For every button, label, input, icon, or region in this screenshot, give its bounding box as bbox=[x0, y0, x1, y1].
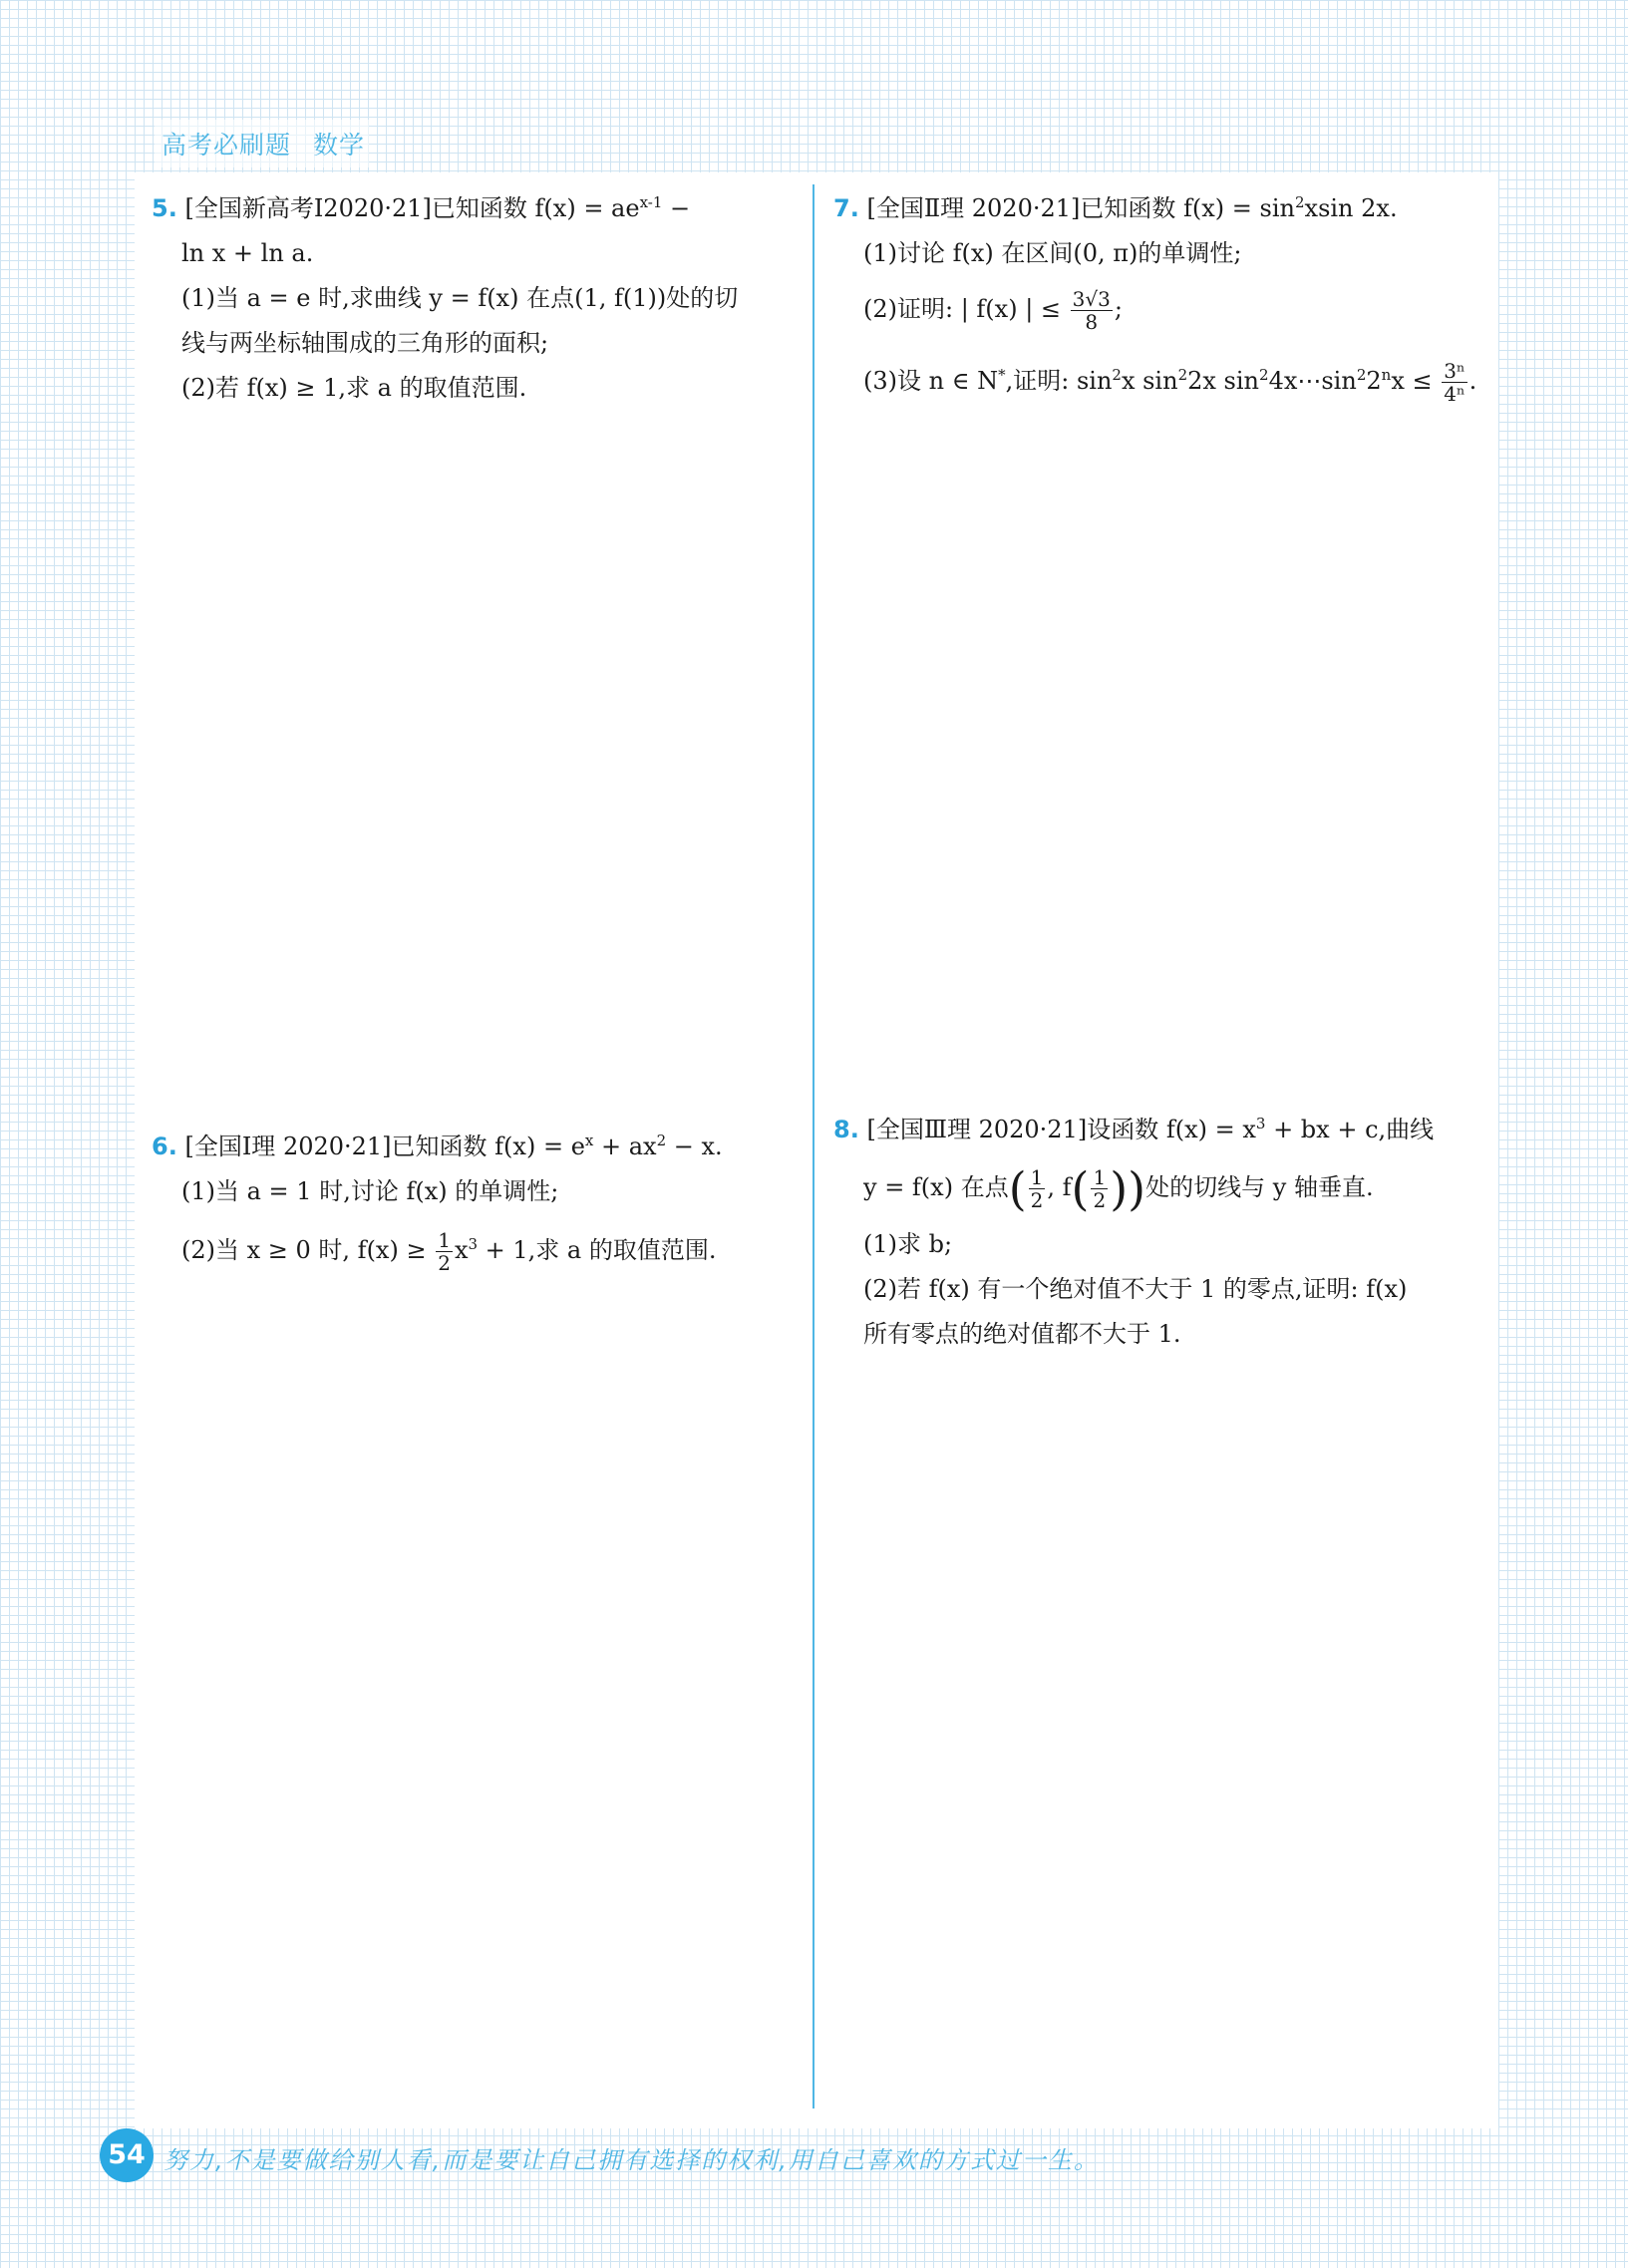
problem-8-text: + bx + c,曲线 bbox=[1265, 1116, 1435, 1143]
problem-6-part-2-text: x bbox=[454, 1236, 469, 1264]
problem-5-line-2: ln x + ln a. bbox=[181, 239, 314, 267]
column-divider bbox=[813, 184, 814, 2108]
problem-7-part-3 bbox=[833, 342, 1476, 414]
problem-7-part-3-text: x sin bbox=[1121, 367, 1178, 395]
problem-6 bbox=[152, 1119, 723, 1280]
problem-8-text: [全国Ⅲ理 2020·21]设函数 f(x) = x bbox=[866, 1116, 1256, 1143]
superscript: x-1 bbox=[639, 193, 663, 211]
superscript: 2 bbox=[1259, 366, 1269, 384]
fraction-numerator: 1 bbox=[1093, 1165, 1107, 1189]
paren: )) bbox=[1110, 1161, 1146, 1216]
superscript: 3 bbox=[1255, 1115, 1266, 1133]
problem-6-text: − x. bbox=[666, 1133, 723, 1160]
problem-6-text: + ax bbox=[593, 1133, 657, 1160]
fraction-numerator: 3ⁿ bbox=[1444, 359, 1465, 383]
problem-number: 5. bbox=[152, 194, 177, 222]
problem-5-part-1-cont: 线与两坐标轴围成的三角形的面积; bbox=[181, 329, 549, 357]
problem-5-text-tail: − bbox=[662, 194, 691, 222]
problem-8-text: 处的切线与 y 轴垂直. bbox=[1145, 1173, 1374, 1201]
problem-7-part-2-text: (2)证明: | f(x) | ≤ bbox=[863, 295, 1069, 323]
problem-8-line-1 bbox=[833, 1102, 1434, 1152]
page-number: 54 bbox=[100, 2128, 154, 2182]
fraction bbox=[1442, 360, 1466, 405]
problem-7-part-3-text: ,证明: sin bbox=[1005, 367, 1113, 395]
problem-7 bbox=[833, 180, 1476, 414]
fraction bbox=[1029, 1166, 1046, 1211]
problem-8-text: y = f(x) 在点 bbox=[863, 1173, 1009, 1201]
book-title: 高考必刷题 bbox=[162, 131, 292, 160]
problem-7-text: xsin 2x. bbox=[1304, 194, 1398, 222]
problem-8-text: , f bbox=[1047, 1173, 1072, 1201]
problem-7-part-3-text: 2 bbox=[1366, 367, 1382, 395]
fraction-numerator: 3√3 bbox=[1072, 287, 1111, 311]
problem-8 bbox=[833, 1102, 1434, 1357]
problem-7-part-2-text: ; bbox=[1114, 295, 1123, 323]
problem-7-text: [全国Ⅱ理 2020·21]已知函数 f(x) = sin bbox=[866, 194, 1295, 222]
superscript: 2 bbox=[1177, 366, 1188, 384]
problem-8-part-1: (1)求 b; bbox=[863, 1230, 953, 1258]
problem-8-line-2 bbox=[833, 1152, 1434, 1222]
problem-7-part-1: (1)讨论 f(x) 在区间(0, π)的单调性; bbox=[863, 239, 1242, 267]
problem-number: 6. bbox=[152, 1133, 177, 1160]
fraction-denominator: 2 bbox=[1030, 1188, 1044, 1212]
fraction bbox=[1071, 288, 1113, 333]
header-title bbox=[162, 126, 387, 162]
problem-7-line-1 bbox=[833, 180, 1476, 231]
problem-5-part-2: (2)若 f(x) ≥ 1,求 a 的取值范围. bbox=[181, 374, 527, 402]
paren: ( bbox=[1071, 1161, 1090, 1216]
problem-number: 8. bbox=[833, 1116, 859, 1143]
superscript: 3 bbox=[468, 1235, 479, 1253]
problem-7-part-2 bbox=[833, 276, 1476, 342]
fraction-denominator: 4ⁿ bbox=[1444, 382, 1465, 406]
problem-6-part-2 bbox=[152, 1214, 723, 1280]
problem-5-line-1 bbox=[152, 180, 738, 231]
superscript: 2 bbox=[656, 1132, 667, 1149]
problem-8-part-2: (2)若 f(x) 有一个绝对值不大于 1 的零点,证明: f(x) bbox=[863, 1275, 1408, 1303]
problem-number: 7. bbox=[833, 194, 859, 222]
problem-7-part-3-text: 4x⋯sin bbox=[1268, 367, 1357, 395]
fraction-denominator: 8 bbox=[1085, 310, 1099, 334]
problem-6-part-1: (1)当 a = 1 时,讨论 f(x) 的单调性; bbox=[181, 1177, 559, 1205]
fraction bbox=[436, 1229, 453, 1274]
problem-5-part-1: (1)当 a = e 时,求曲线 y = f(x) 在点(1, f(1))处的切 bbox=[181, 284, 739, 312]
footer-motto: 努力,不是要做给别人看,而是要让自己拥有选择的权利,用自己喜欢的方式过一生。 bbox=[163, 2146, 1100, 2174]
fraction-numerator: 1 bbox=[1030, 1165, 1044, 1189]
superscript: 2 bbox=[1294, 193, 1305, 211]
problem-7-part-3-text: (3)设 n ∈ N bbox=[863, 367, 999, 395]
problem-6-text: [全国Ⅰ理 2020·21]已知函数 f(x) = e bbox=[184, 1133, 585, 1160]
superscript: n bbox=[1381, 366, 1392, 384]
fraction bbox=[1091, 1166, 1108, 1211]
problem-6-part-2-text: + 1,求 a 的取值范围. bbox=[478, 1236, 717, 1264]
problem-6-part-2-text: (2)当 x ≥ 0 时, f(x) ≥ bbox=[181, 1236, 435, 1264]
subject-label: 数学 bbox=[313, 131, 366, 160]
paren: ( bbox=[1008, 1161, 1027, 1216]
superscript: 2 bbox=[1356, 366, 1367, 384]
superscript: * bbox=[998, 366, 1006, 384]
problem-5 bbox=[152, 180, 738, 411]
problem-7-part-3-text: . bbox=[1468, 367, 1477, 395]
footer bbox=[100, 2128, 1495, 2184]
superscript: 2 bbox=[1112, 366, 1122, 384]
problem-7-part-3-text: 2x sin bbox=[1187, 367, 1260, 395]
fraction-denominator: 2 bbox=[1093, 1188, 1107, 1212]
fraction-numerator: 1 bbox=[438, 1228, 451, 1252]
problem-8-part-2-cont: 所有零点的绝对值都不大于 1. bbox=[863, 1320, 1181, 1348]
superscript: x bbox=[584, 1132, 594, 1149]
problem-7-part-3-text: x ≤ bbox=[1391, 367, 1441, 395]
problem-6-line-1 bbox=[152, 1119, 723, 1169]
problem-5-text: [全国新高考Ⅰ2020·21]已知函数 f(x) = ae bbox=[184, 194, 640, 222]
fraction-denominator: 2 bbox=[438, 1251, 451, 1275]
